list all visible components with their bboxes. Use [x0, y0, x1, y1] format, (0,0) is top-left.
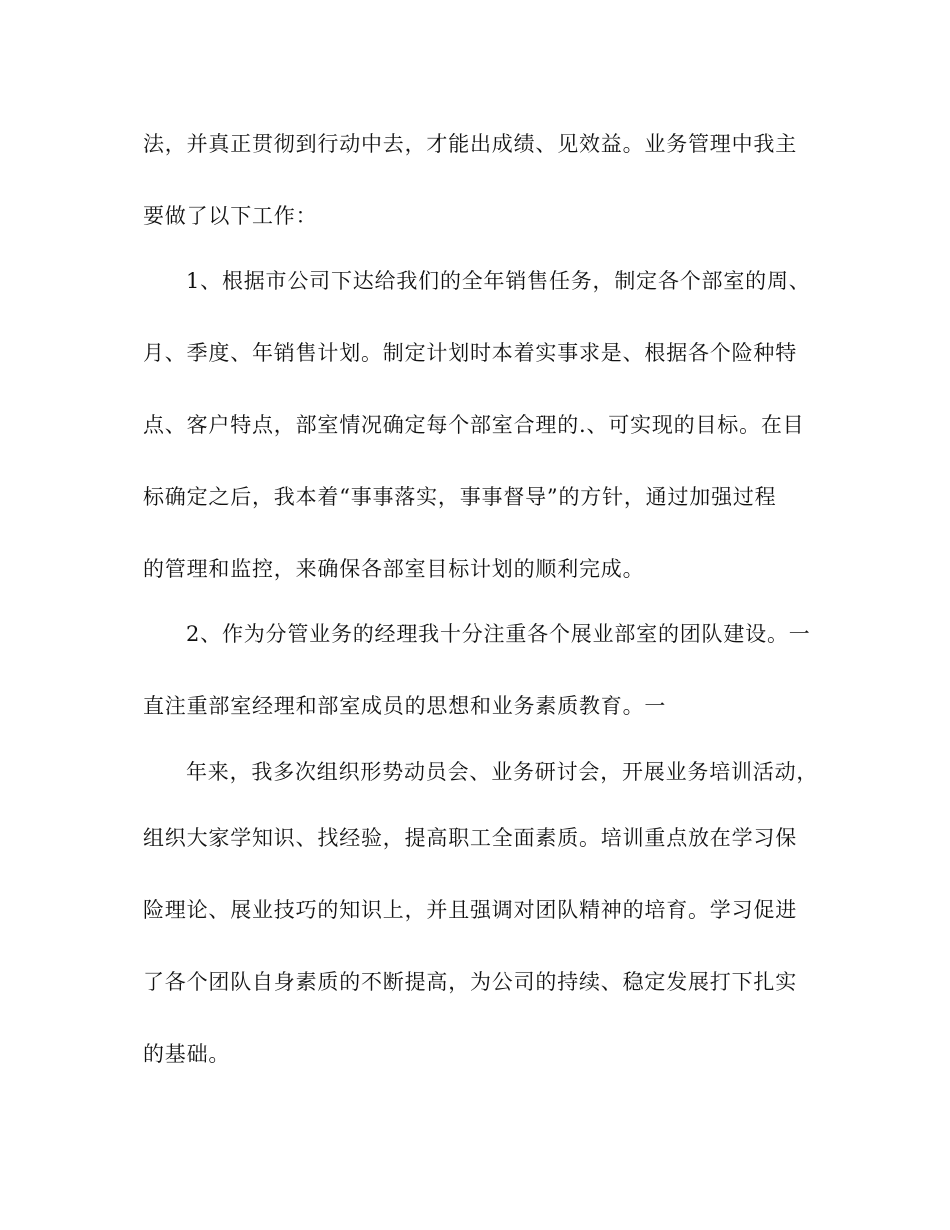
text-line-content: 月、季度、年销售计划。制定计划时本着实事求是、根据各个险种特	[143, 341, 797, 365]
text-line	[0, 127, 950, 161]
text-line-content: 标确定之后，我本着“事事落实，事事督导”的方针，通过加强过程	[143, 485, 777, 509]
text-line-content: 的管理和监控，来确保各部室目标计划的顺利完成。	[143, 557, 645, 581]
text-line	[0, 336, 950, 370]
text-line-content: 要做了以下工作：	[143, 204, 318, 228]
text-line-content: 点、客户特点，部室情况确定每个部室合理的.、可实现的目标。在目	[143, 413, 805, 437]
text-line	[0, 689, 950, 723]
text-line	[0, 965, 950, 999]
text-line-content: 2、作为分管业务的经理我十分注重各个展业部室的团队建设。一	[186, 622, 811, 646]
text-line	[0, 755, 950, 789]
text-line	[0, 408, 950, 442]
text-line-content: 法，并真正贯彻到行动中去，才能出成绩、见效益。业务管理中我主	[143, 132, 797, 156]
text-line	[0, 1037, 950, 1071]
text-line	[0, 552, 950, 586]
text-line-content: 险理论、展业技巧的知识上，并且强调对团队精神的培育。学习促进	[143, 898, 797, 922]
text-line	[0, 821, 950, 855]
text-line-content: 的基础。	[143, 1042, 231, 1066]
text-line-content: 直注重部室经理和部室成员的思想和业务素质教育。一	[143, 694, 667, 718]
text-line	[0, 893, 950, 927]
text-line-content: 组织大家学知识、找经验，提高职工全面素质。培训重点放在学习保	[143, 826, 797, 850]
text-line-content: 了各个团队自身素质的不断提高，为公司的持续、稳定发展打下扎实	[143, 970, 797, 994]
text-line-content: 1、根据市公司下达给我们的全年销售任务，制定各个部室的周、	[186, 269, 811, 293]
text-line	[0, 480, 950, 514]
text-line	[0, 199, 950, 233]
text-line	[0, 264, 950, 298]
text-line-content: 年来，我多次组织形势动员会、业务研讨会，开展业务培训活动，	[186, 760, 819, 784]
text-line	[0, 617, 950, 651]
